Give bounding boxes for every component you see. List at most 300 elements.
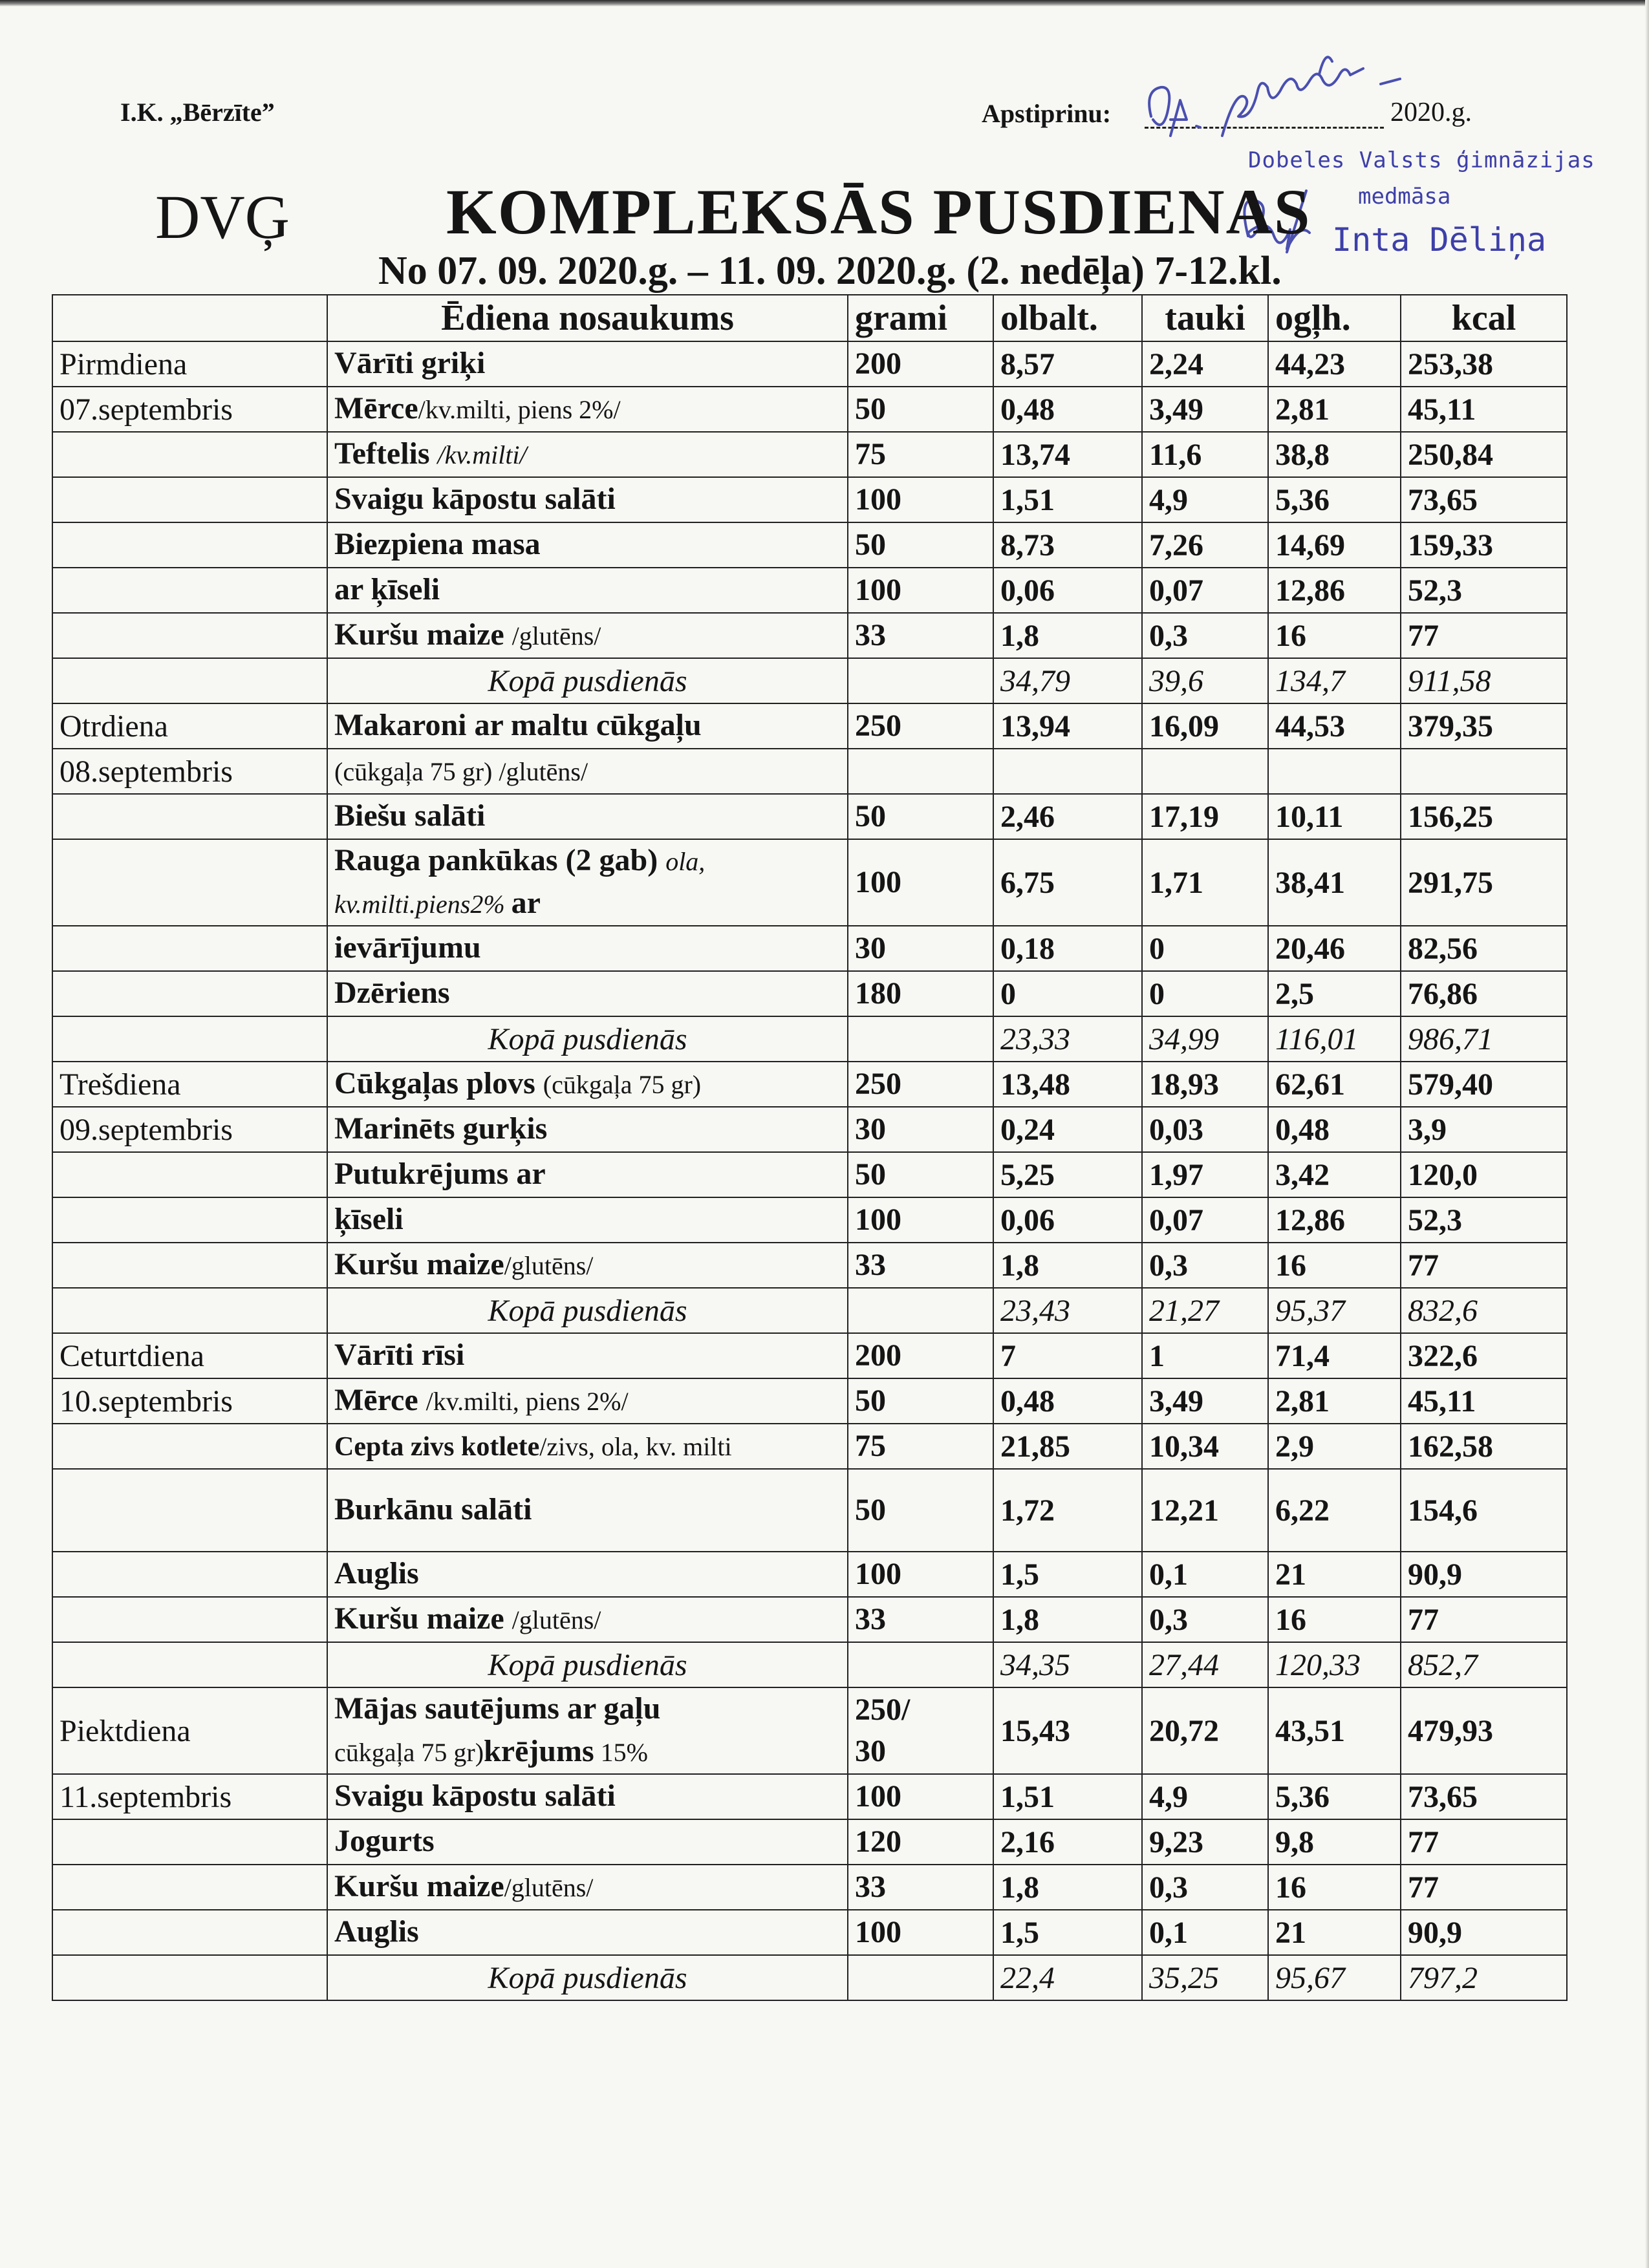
- carbs-cell: 38,8: [1268, 432, 1401, 477]
- grams-value: 180: [855, 976, 901, 1011]
- kcal-cell: 250,84: [1401, 432, 1567, 477]
- dish-name: Jogurts: [334, 1824, 435, 1858]
- fat-cell: 7,26: [1142, 522, 1268, 568]
- grams-cell: [848, 1865, 993, 1910]
- fat-cell: 1,71: [1142, 839, 1268, 926]
- protein-cell: 1,5: [993, 1910, 1142, 1955]
- dish-cell: [327, 477, 848, 522]
- dish-cell: [327, 1062, 848, 1107]
- dish-name: krējums: [484, 1734, 594, 1768]
- dish-name: Kuršu maize: [334, 1247, 504, 1281]
- protein-cell: 1,8: [993, 1243, 1142, 1288]
- grams-value: 30: [855, 1734, 886, 1768]
- dish-line: [334, 1553, 841, 1596]
- kcal-cell: 52,3: [1401, 568, 1567, 613]
- protein-cell: 2,16: [993, 1819, 1142, 1865]
- table-row: [52, 1910, 1567, 1955]
- carbs-cell: 2,81: [1268, 1378, 1401, 1424]
- grams-value: 50: [855, 392, 886, 426]
- table-row: [52, 1378, 1567, 1424]
- grams-cell: [848, 794, 993, 839]
- carbs-cell: 16: [1268, 1865, 1401, 1910]
- table-row: [52, 971, 1567, 1016]
- grams-cell: [848, 1152, 993, 1197]
- carbs-cell: 12,86: [1268, 568, 1401, 613]
- total-carbs: 95,37: [1268, 1288, 1401, 1333]
- day-cell: [52, 1016, 327, 1062]
- dish-name: Rauga pankūkas (2 gab): [334, 843, 666, 877]
- dish-name: Biešu salāti: [334, 798, 486, 833]
- dish-line: [334, 1911, 841, 1954]
- grams-cell: [848, 522, 993, 568]
- dish-line: [334, 750, 841, 793]
- dish-note: (cūkgaļa 75 gr): [543, 1070, 702, 1099]
- fat-cell: 0: [1142, 971, 1268, 1016]
- fat-cell: [1142, 749, 1268, 794]
- kcal-cell: 291,75: [1401, 839, 1567, 926]
- dish-note: /kv.milti, piens 2%/: [426, 1387, 629, 1416]
- day-cell: 08.septembris: [52, 749, 327, 794]
- kcal-cell: 45,11: [1401, 1378, 1567, 1424]
- dish-line: [334, 388, 841, 431]
- protein-cell: 0,24: [993, 1107, 1142, 1152]
- grams-cell: [848, 1597, 993, 1642]
- protein-cell: 1,8: [993, 1597, 1142, 1642]
- carbs-cell: 62,61: [1268, 1062, 1401, 1107]
- dish-line: [334, 1598, 841, 1641]
- day-cell: [52, 1819, 327, 1865]
- dish-cell: [327, 703, 848, 749]
- total-protein: 34,35: [993, 1642, 1142, 1687]
- grams-cell: [848, 1955, 993, 2000]
- dish-line: [334, 1425, 841, 1468]
- dish-cell: [327, 839, 848, 926]
- dish-name: Cepta zivs kotlete: [334, 1432, 540, 1462]
- approve-year: 2020.g.: [1390, 98, 1472, 127]
- total-row: [52, 1955, 1567, 2000]
- fat-cell: 0,07: [1142, 568, 1268, 613]
- total-carbs: 120,33: [1268, 1642, 1401, 1687]
- carbs-cell: 2,81: [1268, 387, 1401, 432]
- kcal-cell: 45,11: [1401, 387, 1567, 432]
- protein-cell: 2,46: [993, 794, 1142, 839]
- dish-cell: [327, 1865, 848, 1910]
- kcal-cell: 90,9: [1401, 1552, 1567, 1597]
- dish-note: /glutēns/: [504, 1251, 594, 1280]
- grams-value: 50: [855, 528, 886, 562]
- day-cell: [52, 1424, 327, 1469]
- dish-name: Auglis: [334, 1556, 419, 1590]
- total-kcal: 911,58: [1401, 658, 1567, 703]
- carbs-cell: 20,46: [1268, 926, 1401, 971]
- grams-cell: [848, 749, 993, 794]
- grams-cell: [848, 1424, 993, 1469]
- day-cell: [52, 971, 327, 1016]
- grams-cell: [848, 1910, 993, 1955]
- dish-note: (cūkgaļa 75 gr) /glutēns/: [334, 757, 588, 786]
- fat-cell: 0,3: [1142, 1597, 1268, 1642]
- dish-line: [334, 569, 841, 612]
- dish-name: Dzēriens: [334, 976, 450, 1010]
- table-row: [52, 477, 1567, 522]
- table-row: [52, 1774, 1567, 1819]
- grams-cell: [848, 1378, 993, 1424]
- carbs-cell: 38,41: [1268, 839, 1401, 926]
- grams-cell: [848, 703, 993, 749]
- dish-cell: [327, 387, 848, 432]
- total-label: Kopā pusdienās: [327, 1016, 848, 1062]
- carbs-cell: 10,11: [1268, 794, 1401, 839]
- day-cell: [52, 658, 327, 703]
- carbs-cell: 44,53: [1268, 703, 1401, 749]
- dish-name: Vārīti rīsi: [334, 1338, 465, 1372]
- menu-table: [52, 294, 1568, 2001]
- carbs-cell: 12,86: [1268, 1197, 1401, 1243]
- carbs-cell: 21: [1268, 1552, 1401, 1597]
- protein-cell: 15,43: [993, 1687, 1142, 1774]
- grams-cell: [848, 926, 993, 971]
- carbs-cell: 71,4: [1268, 1333, 1401, 1378]
- table-row: [52, 1197, 1567, 1243]
- protein-cell: 6,75: [993, 839, 1142, 926]
- fat-cell: 0,3: [1142, 1243, 1268, 1288]
- fat-cell: 16,09: [1142, 703, 1268, 749]
- total-protein: 22,4: [993, 1955, 1142, 2000]
- kcal-cell: 159,33: [1401, 522, 1567, 568]
- dish-line: [334, 1380, 841, 1422]
- carbs-cell: 9,8: [1268, 1819, 1401, 1865]
- day-cell: [52, 1552, 327, 1597]
- carbs-cell: 14,69: [1268, 522, 1401, 568]
- dish-cell: [327, 794, 848, 839]
- table-row: [52, 839, 1567, 926]
- grams-value: 100: [855, 573, 901, 607]
- fat-cell: 3,49: [1142, 387, 1268, 432]
- dish-name: Putukrējums ar: [334, 1157, 546, 1191]
- protein-cell: 0,18: [993, 926, 1142, 971]
- dish-line: [334, 1775, 841, 1818]
- kcal-cell: 73,65: [1401, 477, 1567, 522]
- grams-cell: [848, 1243, 993, 1288]
- dish-line: [334, 614, 841, 657]
- dish-cell: [327, 522, 848, 568]
- protein-cell: 0,06: [993, 568, 1142, 613]
- grams-value: 30: [855, 1112, 886, 1146]
- grams-cell: [848, 1107, 993, 1152]
- protein-cell: 1,51: [993, 477, 1142, 522]
- day-cell: [52, 568, 327, 613]
- day-cell: [52, 1865, 327, 1910]
- kcal-cell: 76,86: [1401, 971, 1567, 1016]
- dish-line: [334, 478, 841, 521]
- dish-line: [334, 343, 841, 385]
- grams-cell: [848, 1687, 993, 1774]
- dish-name: Vārīti griķi: [334, 346, 486, 380]
- day-cell: [52, 1642, 327, 1687]
- dish-note: kv.milti.piens2%: [334, 890, 512, 919]
- kcal-cell: 579,40: [1401, 1062, 1567, 1107]
- kcal-cell: 120,0: [1401, 1152, 1567, 1197]
- kcal-cell: 77: [1401, 613, 1567, 658]
- dish-cell: [327, 1197, 848, 1243]
- dish-name: Biezpiena masa: [334, 527, 541, 561]
- fat-cell: 0,1: [1142, 1910, 1268, 1955]
- dish-line: [334, 1821, 841, 1863]
- dish-name: Makaroni ar maltu cūkgaļu: [334, 708, 702, 742]
- grams-cell: [848, 1333, 993, 1378]
- stamp-line: Inta Dēliņa: [1332, 221, 1547, 259]
- kcal-cell: 479,93: [1401, 1687, 1567, 1774]
- dish-line: [334, 433, 841, 476]
- dish-line: [334, 524, 841, 566]
- dish-line: [334, 883, 841, 925]
- day-cell: [52, 1152, 327, 1197]
- total-fat: 34,99: [1142, 1016, 1268, 1062]
- kcal-cell: 77: [1401, 1597, 1567, 1642]
- document-title: KOMPLEKSĀS PUSDIENAS: [446, 176, 1311, 248]
- day-cell: 10.septembris: [52, 1378, 327, 1424]
- grams-value: 33: [855, 1602, 886, 1636]
- table-row: [52, 926, 1567, 971]
- column-header: tauki: [1142, 295, 1268, 341]
- company-name: I.K. „Bērzīte”: [120, 98, 275, 127]
- grams-value: 250/: [855, 1693, 911, 1727]
- total-carbs: 134,7: [1268, 658, 1401, 703]
- fat-cell: 4,9: [1142, 1774, 1268, 1819]
- dish-line: [334, 1489, 841, 1532]
- kcal-cell: 77: [1401, 1243, 1567, 1288]
- table-row: [52, 341, 1567, 387]
- table-row: [52, 568, 1567, 613]
- grams-cell: [848, 613, 993, 658]
- kcal-cell: 73,65: [1401, 1774, 1567, 1819]
- table-row: [52, 613, 1567, 658]
- column-header: olbalt.: [993, 295, 1142, 341]
- school-abbr: DVĢ: [155, 182, 290, 251]
- day-cell: [52, 1197, 327, 1243]
- protein-cell: 0,48: [993, 1378, 1142, 1424]
- carbs-cell: 43,51: [1268, 1687, 1401, 1774]
- table-row: [52, 703, 1567, 749]
- table-row: [52, 432, 1567, 477]
- grams-cell: [848, 839, 993, 926]
- grams-value: 200: [855, 347, 901, 381]
- dish-name: ar: [511, 886, 541, 920]
- kcal-cell: 77: [1401, 1865, 1567, 1910]
- protein-cell: 5,25: [993, 1152, 1142, 1197]
- grams-value: 75: [855, 437, 886, 471]
- dish-name: Marinēts gurķis: [334, 1111, 548, 1146]
- fat-cell: 11,6: [1142, 432, 1268, 477]
- dish-line: [334, 1244, 841, 1287]
- fat-cell: 0: [1142, 926, 1268, 971]
- dish-cell: [327, 1107, 848, 1152]
- total-label: Kopā pusdienās: [327, 1288, 848, 1333]
- total-row: [52, 1016, 1567, 1062]
- total-protein: 34,79: [993, 658, 1142, 703]
- dish-line: [334, 1108, 841, 1151]
- grams-value: 100: [855, 1203, 901, 1237]
- dish-cell: [327, 926, 848, 971]
- carbs-cell: [1268, 749, 1401, 794]
- dish-note: /kv.milti/: [437, 440, 527, 469]
- fat-cell: 17,19: [1142, 794, 1268, 839]
- stamp-line: medmāsa: [1358, 184, 1451, 209]
- dish-cell: [327, 1910, 848, 1955]
- dish-cell: [327, 1819, 848, 1865]
- dish-cell: [327, 341, 848, 387]
- table-row: [52, 1469, 1567, 1552]
- dish-cell: [327, 432, 848, 477]
- total-protein: 23,43: [993, 1288, 1142, 1333]
- kcal-cell: 52,3: [1401, 1197, 1567, 1243]
- total-protein: 23,33: [993, 1016, 1142, 1062]
- carbs-cell: 5,36: [1268, 477, 1401, 522]
- grams-value: 100: [855, 865, 901, 899]
- grams-value: 100: [855, 1779, 901, 1813]
- kcal-cell: 322,6: [1401, 1333, 1567, 1378]
- dish-cell: [327, 613, 848, 658]
- carbs-cell: 16: [1268, 1243, 1401, 1288]
- day-cell: [52, 926, 327, 971]
- protein-cell: 0: [993, 971, 1142, 1016]
- total-kcal: 986,71: [1401, 1016, 1567, 1062]
- kcal-cell: 253,38: [1401, 341, 1567, 387]
- dish-cell: [327, 1333, 848, 1378]
- grams-cell: [848, 658, 993, 703]
- grams-cell: [848, 1197, 993, 1243]
- table-row: [52, 1107, 1567, 1152]
- dish-note: cūkgaļa 75 gr): [334, 1738, 484, 1767]
- table-row: [52, 1687, 1567, 1774]
- grams-value: 250: [855, 709, 901, 743]
- table-row: [52, 1243, 1567, 1288]
- grams-cell: [848, 568, 993, 613]
- dish-line: [334, 705, 841, 747]
- dish-name: Kuršu maize: [334, 1869, 504, 1903]
- dish-name: Teftelis: [334, 436, 438, 471]
- protein-cell: 0,06: [993, 1197, 1142, 1243]
- grams-cell: [848, 1016, 993, 1062]
- grams-cell: [848, 971, 993, 1016]
- dish-note: /glutēns/: [512, 1605, 601, 1634]
- grams-cell: [848, 1819, 993, 1865]
- grams-value: 30: [855, 931, 886, 965]
- day-cell: [52, 522, 327, 568]
- fat-cell: 1,97: [1142, 1152, 1268, 1197]
- fat-cell: 9,23: [1142, 1819, 1268, 1865]
- total-row: [52, 1288, 1567, 1333]
- table-row: [52, 1865, 1567, 1910]
- scan-edge-right: [1645, 0, 1649, 2268]
- carbs-cell: 21: [1268, 1910, 1401, 1955]
- grams-cell: [848, 477, 993, 522]
- total-label: Kopā pusdienās: [327, 1955, 848, 2000]
- dish-name: Mērce: [334, 391, 418, 425]
- fat-cell: 0,07: [1142, 1197, 1268, 1243]
- day-cell: [52, 477, 327, 522]
- kcal-cell: [1401, 749, 1567, 794]
- dish-name: Mērce: [334, 1383, 426, 1417]
- table-header-row: [52, 295, 1567, 341]
- protein-cell: 7: [993, 1333, 1142, 1378]
- protein-cell: 13,48: [993, 1062, 1142, 1107]
- grams-cell: [848, 1062, 993, 1107]
- dish-name: Kuršu maize: [334, 1601, 512, 1636]
- grams-value: 50: [855, 799, 886, 833]
- dish-cell: [327, 971, 848, 1016]
- total-carbs: 116,01: [1268, 1016, 1401, 1062]
- table-row: [52, 1062, 1567, 1107]
- stamp-line: Dobeles Valsts ģimnāzijas: [1248, 147, 1595, 173]
- fat-cell: 10,34: [1142, 1424, 1268, 1469]
- dish-line: [334, 1063, 841, 1106]
- table-row: [52, 1819, 1567, 1865]
- dish-cell: [327, 1469, 848, 1552]
- day-cell: 07.septembris: [52, 387, 327, 432]
- fat-cell: 0,1: [1142, 1552, 1268, 1597]
- fat-cell: 0,03: [1142, 1107, 1268, 1152]
- table-row: [52, 1333, 1567, 1378]
- protein-cell: 1,72: [993, 1469, 1142, 1552]
- carbs-cell: 0,48: [1268, 1107, 1401, 1152]
- dish-line: [334, 1731, 841, 1773]
- dish-name: ar ķīseli: [334, 572, 440, 606]
- dish-name: Svaigu kāpostu salāti: [334, 482, 616, 516]
- dish-cell: [327, 1774, 848, 1819]
- total-carbs: 95,67: [1268, 1955, 1401, 2000]
- grams-cell: [848, 1469, 993, 1552]
- total-fat: 27,44: [1142, 1642, 1268, 1687]
- dish-line: [334, 1866, 841, 1909]
- column-header: kcal: [1401, 295, 1567, 341]
- kcal-cell: 77: [1401, 1819, 1567, 1865]
- day-cell: 09.septembris: [52, 1107, 327, 1152]
- carbs-cell: 3,42: [1268, 1152, 1401, 1197]
- day-cell: [52, 794, 327, 839]
- dish-cell: [327, 1597, 848, 1642]
- dish-name: ievārījumu: [334, 930, 481, 965]
- dish-line: [334, 795, 841, 838]
- grams-value: 100: [855, 1557, 901, 1591]
- dish-line: [334, 927, 841, 970]
- dish-name: ķīseli: [334, 1202, 404, 1236]
- column-header: [52, 295, 327, 341]
- fat-cell: 12,21: [1142, 1469, 1268, 1552]
- carbs-cell: 2,9: [1268, 1424, 1401, 1469]
- dish-note: /zivs, ola, kv. milti: [539, 1432, 732, 1461]
- fat-cell: 18,93: [1142, 1062, 1268, 1107]
- protein-cell: 0,48: [993, 387, 1142, 432]
- day-cell: [52, 1597, 327, 1642]
- total-row: [52, 1642, 1567, 1687]
- protein-cell: 13,94: [993, 703, 1142, 749]
- day-cell: Pirmdiena: [52, 341, 327, 387]
- total-fat: 21,27: [1142, 1288, 1268, 1333]
- protein-cell: 1,8: [993, 1865, 1142, 1910]
- day-cell: 11.septembris: [52, 1774, 327, 1819]
- dish-note: ola,: [665, 847, 706, 876]
- grams-value: 33: [855, 618, 886, 652]
- dish-name: Kuršu maize: [334, 617, 512, 652]
- dish-name: Burkānu salāti: [334, 1492, 532, 1526]
- dish-line: [334, 840, 841, 883]
- total-kcal: 852,7: [1401, 1642, 1567, 1687]
- table-row: [52, 1597, 1567, 1642]
- dish-note: /glutēns/: [512, 621, 601, 650]
- day-cell: [52, 1288, 327, 1333]
- dish-cell: [327, 568, 848, 613]
